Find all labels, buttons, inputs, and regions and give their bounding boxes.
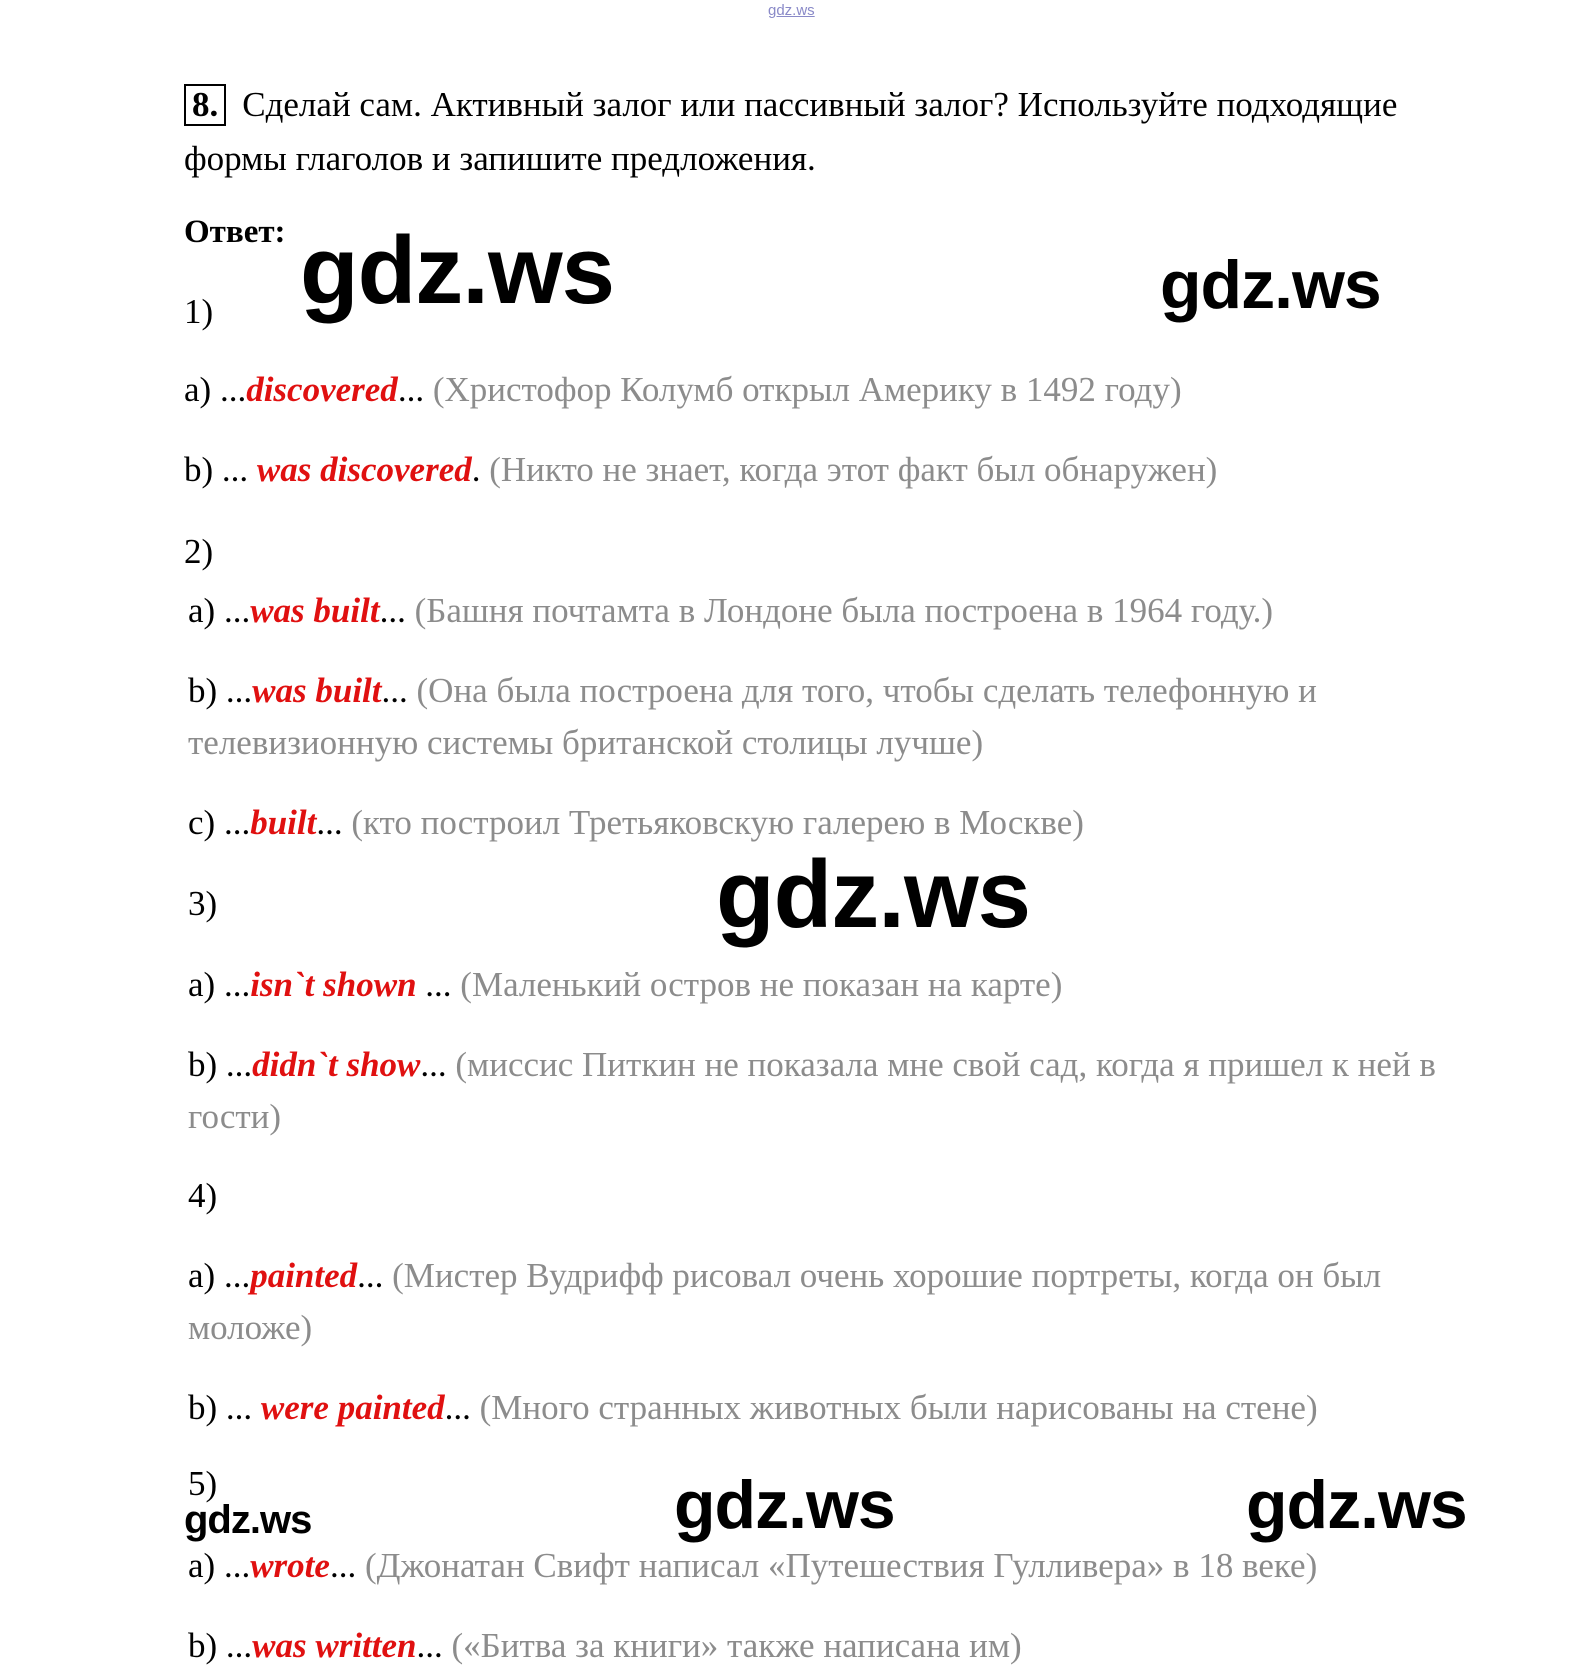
answer-verb: was built xyxy=(250,591,380,630)
answer-line xyxy=(188,1382,1318,1434)
group-number: 2) xyxy=(184,532,214,571)
line-prefix: a) ... xyxy=(184,370,247,409)
line-prefix: b) ... xyxy=(188,1045,253,1084)
watermark: gdz.ws xyxy=(184,1498,312,1542)
group-number: 1) xyxy=(184,292,214,331)
translation: (Башня почтамта в Лондоне была построена в 1964 году.) xyxy=(414,591,1274,630)
answer-line xyxy=(188,665,1488,769)
translation: (Она была построена для того, чтобы сделать телефонную и телевизионную системы британской столицы лучше) xyxy=(188,671,1317,762)
answer-verb: isn`t shown xyxy=(250,965,417,1004)
answer-line xyxy=(188,1250,1478,1354)
line-suffix: ... xyxy=(379,591,415,630)
line-suffix: ... xyxy=(357,1256,393,1295)
answer-line xyxy=(184,364,1182,416)
line-prefix: b) ... xyxy=(188,671,253,710)
answer-line xyxy=(188,959,1062,1011)
watermark: gdz.ws xyxy=(1160,247,1381,323)
watermark: gdz.ws xyxy=(716,841,1031,948)
line-suffix: . xyxy=(471,450,490,489)
line-suffix: ... xyxy=(397,370,433,409)
line-suffix: ... xyxy=(329,1546,365,1585)
translation: (Джонатан Свифт написал «Путешествия Гулливера» в 18 веке) xyxy=(364,1546,1318,1585)
answer-verb: didn`t show xyxy=(252,1045,421,1084)
line-suffix: ... xyxy=(416,1626,452,1665)
line-suffix: ... xyxy=(420,1045,456,1084)
translation: (кто построил Третьяковскую галерею в Москве) xyxy=(351,803,1084,842)
line-prefix: a) ... xyxy=(188,965,251,1004)
line-prefix: a) ... xyxy=(188,591,251,630)
translation: («Битва за книги» также написана им) xyxy=(451,1626,1022,1665)
watermark: gdz.ws xyxy=(1246,1467,1467,1543)
answer-verb: wrote xyxy=(250,1546,330,1585)
watermark: gdz.ws xyxy=(674,1467,895,1543)
line-prefix: c) ... xyxy=(188,803,251,842)
group-number: 5) xyxy=(188,1464,218,1503)
translation: (Много странных животных были нарисованы на стене) xyxy=(479,1388,1318,1427)
line-prefix: b) ... xyxy=(188,1388,261,1427)
answer-line xyxy=(188,585,1273,637)
answer-verb: painted xyxy=(250,1256,358,1295)
line-suffix: ... xyxy=(416,965,461,1004)
answer-verb: was built xyxy=(252,671,382,710)
line-suffix: ... xyxy=(444,1388,480,1427)
answer-verb: was written xyxy=(252,1626,417,1665)
group-number: 3) xyxy=(188,884,218,923)
task-heading xyxy=(184,78,1484,186)
answer-line xyxy=(188,1620,1022,1672)
line-suffix: ... xyxy=(381,671,417,710)
top-watermark: gdz.ws xyxy=(768,2,815,19)
answer-line xyxy=(188,1039,1488,1143)
translation: (Мистер Вудрифф рисовал очень хорошие портреты, когда он был моложе) xyxy=(188,1256,1382,1347)
line-suffix: ... xyxy=(316,803,352,842)
answer-verb: were painted xyxy=(260,1388,445,1427)
line-prefix: b) ... xyxy=(184,450,257,489)
answer-verb: built xyxy=(250,803,317,842)
translation: (Христофор Колумб открыл Америку в 1492 году) xyxy=(432,370,1182,409)
task-number: 8. xyxy=(184,84,226,126)
group-number: 4) xyxy=(188,1176,218,1215)
answer-line xyxy=(184,444,1217,496)
translation: (миссис Питкин не показала мне свой сад, когда я пришел к ней в гости) xyxy=(188,1045,1436,1136)
translation: (Никто не знает, когда этот факт был обнаружен) xyxy=(489,450,1218,489)
task-text: Сделай сам. Активный залог или пассивный залог? Используйте подходящие формы глаголов и запишите предложения. xyxy=(184,85,1398,178)
answer-line xyxy=(188,1540,1317,1592)
answer-verb: was discovered xyxy=(256,450,472,489)
line-prefix: b) ... xyxy=(188,1626,253,1665)
answer-verb: discovered xyxy=(246,370,398,409)
translation: (Маленький остров не показан на карте) xyxy=(460,965,1063,1004)
watermark: gdz.ws xyxy=(300,217,615,324)
answer-label: Ответ: xyxy=(184,214,286,250)
line-prefix: a) ... xyxy=(188,1546,251,1585)
line-prefix: a) ... xyxy=(188,1256,251,1295)
